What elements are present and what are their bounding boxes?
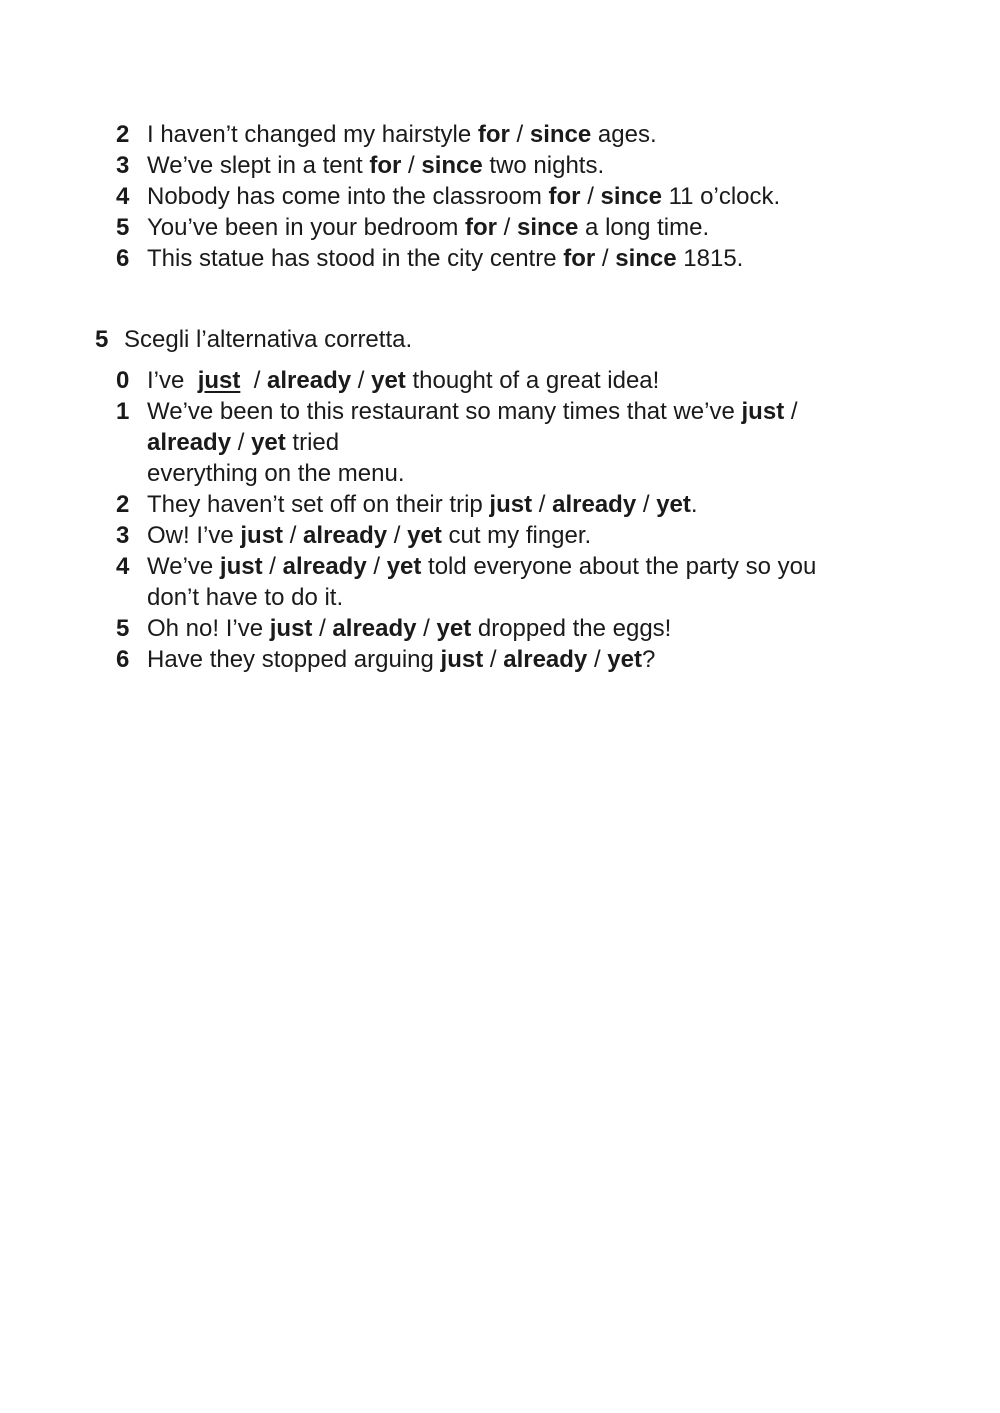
item-number: 5: [116, 214, 130, 241]
item-sentence: Oh no! I’ve just / already / yet dropped the eggs!: [147, 615, 672, 642]
exercise-instruction: Scegli l’alternativa corretta.: [124, 326, 413, 353]
option-yet[interactable]: yet: [386, 553, 422, 580]
option-just-selected[interactable]: just: [197, 367, 241, 394]
item-number: 1: [116, 398, 130, 425]
list-item: [0, 613, 1000, 644]
item-sentence: We’ve just / already / yet told everyone about the party so you don’t have to do it.: [147, 553, 817, 611]
list-item: [0, 365, 1000, 396]
option-for[interactable]: for: [477, 121, 510, 148]
option-yet[interactable]: yet: [436, 615, 472, 642]
option-just[interactable]: just: [219, 553, 263, 580]
option-yet[interactable]: yet: [607, 646, 642, 673]
option-already[interactable]: already: [303, 522, 388, 549]
option-already[interactable]: already: [503, 646, 588, 673]
option-since[interactable]: since: [615, 245, 677, 272]
list-item: [0, 119, 1000, 150]
item-sentence: Ow! I’ve just / already / yet cut my finger.: [147, 522, 592, 549]
option-already[interactable]: already: [147, 429, 232, 456]
item-continuation: everything on the menu.: [147, 460, 405, 487]
item-number: 0: [116, 367, 130, 394]
item-number: 6: [116, 646, 130, 673]
item-sentence: Nobody has come into the classroom for / since 11 o’clock.: [147, 183, 781, 210]
item-number: 5: [116, 615, 130, 642]
option-just[interactable]: just: [440, 646, 484, 673]
option-already[interactable]: already: [282, 553, 367, 580]
item-number: 3: [116, 522, 130, 549]
item-sentence: I’ve just / already / yet thought of a great idea!: [147, 367, 660, 394]
exercise-heading: [0, 324, 1000, 355]
option-yet[interactable]: yet: [407, 522, 442, 549]
option-for[interactable]: for: [563, 245, 596, 272]
item-number: 2: [116, 491, 130, 518]
option-yet[interactable]: yet: [251, 429, 286, 456]
list-item: [0, 243, 1000, 274]
option-since[interactable]: since: [517, 214, 579, 241]
item-sentence: Have they stopped arguing just / already / yet?: [147, 646, 656, 673]
option-yet[interactable]: yet: [656, 491, 691, 518]
list-item: [0, 212, 1000, 243]
item-sentence: This statue has stood in the city centre for / since 1815.: [147, 245, 744, 272]
option-for[interactable]: for: [369, 152, 402, 179]
option-since[interactable]: since: [421, 152, 483, 179]
option-just[interactable]: just: [741, 398, 785, 425]
item-sentence: You’ve been in your bedroom for / since a long time.: [147, 214, 710, 241]
list-item: [0, 489, 1000, 520]
item-sentence: We’ve been to this restaurant so many times that we’ve just / already / yet tried everything on the menu.: [147, 398, 798, 487]
item-number: 3: [116, 152, 130, 179]
option-already[interactable]: already: [552, 491, 637, 518]
option-already[interactable]: already: [332, 615, 417, 642]
option-since[interactable]: since: [600, 183, 662, 210]
option-already[interactable]: already: [267, 367, 352, 394]
list-item: [0, 520, 1000, 551]
item-number: 4: [116, 553, 130, 580]
option-since[interactable]: since: [529, 121, 592, 148]
item-number: 6: [116, 245, 130, 272]
option-for[interactable]: for: [465, 214, 497, 241]
item-sentence: They haven’t set off on their trip just / already / yet.: [147, 491, 698, 518]
list-item: [0, 181, 1000, 212]
option-for[interactable]: for: [548, 183, 581, 210]
item-sentence: We’ve slept in a tent for / since two nights.: [147, 152, 605, 179]
item-number: 2: [116, 121, 130, 148]
list-item: [0, 396, 1000, 489]
option-just[interactable]: just: [489, 491, 533, 518]
item-sentence: I haven’t changed my hairstyle for / since ages.: [147, 121, 657, 148]
item-number: 4: [116, 183, 130, 210]
option-just[interactable]: just: [269, 615, 313, 642]
exercise-number: 5: [95, 326, 109, 353]
option-yet[interactable]: yet: [371, 367, 406, 394]
list-item: [0, 644, 1000, 675]
option-just[interactable]: just: [240, 522, 284, 549]
list-item: [0, 150, 1000, 181]
list-item: [0, 551, 1000, 613]
